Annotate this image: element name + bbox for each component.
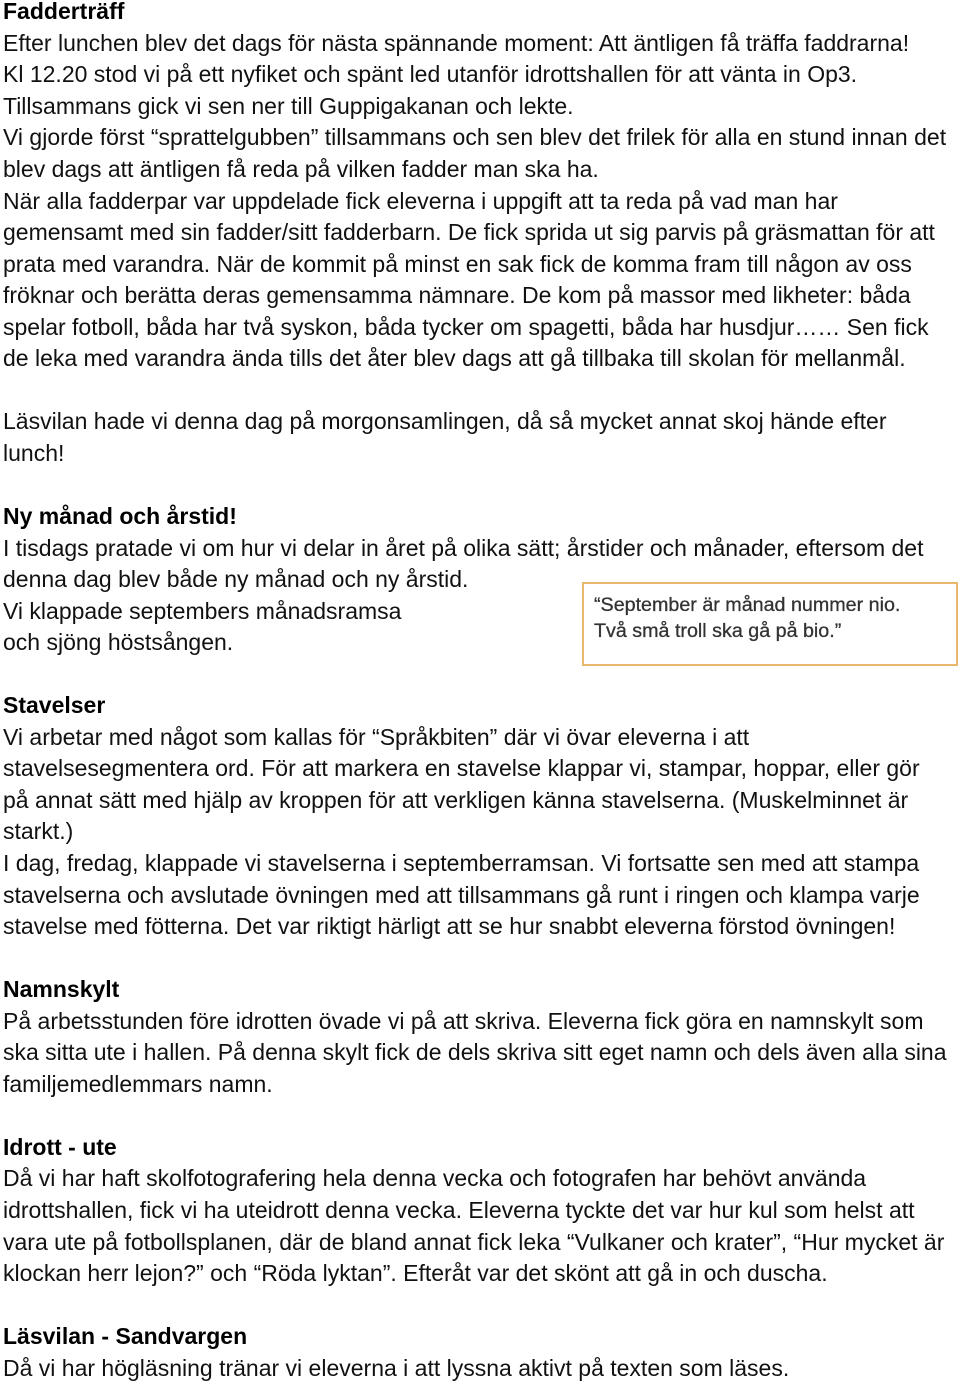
text-line: gemensamt med sin fadder/sitt fadderbarn. De fick sprida ut sig parvis på gräsmattan för att bbox=[3, 219, 935, 246]
quote-line: Två små troll ska gå på bio.” bbox=[594, 620, 842, 642]
text-line: När alla fadderpar var uppdelade fick eleverna i uppgift att ta reda på vad man har bbox=[3, 187, 838, 214]
document-body bbox=[3, 0, 960, 1384]
text-line: Då vi har högläsning tränar vi eleverna i att lyssna aktivt på texten som läses. bbox=[3, 1354, 790, 1381]
text-line: ska sitta ute i hallen. På denna skylt fick de dels skriva sitt eget namn och dels även alla sina bbox=[3, 1039, 947, 1066]
section-faddertraff bbox=[3, 0, 960, 375]
heading-namnskylt: Namnskylt bbox=[3, 976, 120, 1003]
heading-ny-manad: Ny månad och årstid! bbox=[3, 503, 237, 529]
text-line: Tillsammans gick vi sen ner till Guppigakanan och lekte. bbox=[3, 92, 574, 119]
text-line: I dag, fredag, klappade vi stavelserna i septemberramsan. Vi fortsatte sen med att stampa bbox=[3, 850, 920, 877]
section-idrott-ute bbox=[3, 1132, 960, 1290]
text-line: blev dags att äntligen få reda på vilken fadder man ska ha. bbox=[3, 155, 599, 182]
text-line: Efter lunchen blev det dags för nästa spännande moment: Att äntligen få träffa faddrarna! bbox=[3, 29, 910, 56]
text-line: vara ute på fotbollsplanen, där de bland annat fick leka “Vulkaner och krater”, “Hur mycket är bbox=[3, 1228, 945, 1255]
text-line: I tisdags pratade vi om hur vi delar in året på olika sätt; årstider och månader, eftersom det bbox=[3, 534, 924, 561]
heading-idrott-ute: Idrott - ute bbox=[3, 1133, 117, 1160]
text-line: spelar fotboll, båda har två syskon, båda tycker om spagetti, båda har husdjur…… Sen fick bbox=[3, 313, 929, 340]
text-line: stavelsesegmentera ord. För att markera en stavelse klappar vi, stampar, hoppar, eller gör bbox=[3, 755, 920, 782]
text-line: de leka med varandra ända tills det åter blev dags att gå tillbaka till skolan för mellanmål. bbox=[3, 345, 906, 372]
text-line: starkt.) bbox=[3, 818, 74, 845]
text-line: Vi arbetar med något som kallas för “Språkbiten” där vi övar eleverna i att bbox=[3, 723, 750, 750]
paragraph-spacer bbox=[3, 469, 960, 501]
section-stavelser bbox=[3, 690, 960, 942]
text-line: Vi gjorde först “sprattelgubben” tillsammans och sen blev det frilek för alla en stund innan det bbox=[3, 124, 947, 151]
text-line: På arbetsstunden före idrotten övade vi på att skriva. Eleverna fick göra en namnskylt som bbox=[3, 1007, 924, 1034]
text-line: Kl 12.20 stod vi på ett nyfiket och spänt led utanför idrottshallen för att vänta in Op3. bbox=[3, 61, 858, 88]
text-line: Läsvilan hade vi denna dag på morgonsamlingen, då så mycket annat skoj hände efter bbox=[3, 408, 887, 435]
text-line: Då vi har haft skolfotografering hela denna vecka och fotografen har behövt använda bbox=[3, 1165, 867, 1192]
text-line: och sjöng höstsången. bbox=[3, 629, 234, 656]
quote-line: “September är månad nummer nio. bbox=[594, 594, 901, 616]
text-line: familjemedlemmars namn. bbox=[3, 1070, 273, 1097]
paragraph-spacer bbox=[3, 1290, 960, 1322]
paragraph-spacer bbox=[3, 1100, 960, 1132]
text-line: stavelserna och avslutade övningen med att tillsammans gå runt i ringen och klampa varje bbox=[3, 881, 920, 908]
text-line: stavelse med fötterna. Det var riktigt härligt att se hur snabbt eleverna förstod övningen! bbox=[3, 913, 896, 940]
heading-lasvilan-sandvargen: Läsvilan - Sandvargen bbox=[3, 1323, 248, 1350]
paragraph-spacer bbox=[3, 375, 960, 407]
text-line: på annat sätt med hjälp av kroppen för att verkligen känna stavelserna. (Muskelminnet är bbox=[3, 786, 909, 813]
text-line: Vi klappade septembers månadsramsa bbox=[3, 597, 402, 624]
text-line: lunch! bbox=[3, 439, 65, 466]
text-line: denna dag blev både ny månad och ny årstid. bbox=[3, 566, 469, 593]
section-lasvilan-sandvargen bbox=[3, 1321, 960, 1384]
heading-faddertraff: Fadderträff bbox=[3, 0, 125, 25]
text-line: idrottshallen, fick vi ha uteidrott denna vecka. Eleverna tyckte det var hur kul som helst att bbox=[3, 1197, 915, 1224]
heading-stavelser: Stavelser bbox=[3, 692, 106, 719]
text-line: klockan herr lejon?” och “Röda lyktan”. Efteråt var det skönt att gå in och duscha. bbox=[3, 1260, 828, 1287]
paragraph-spacer bbox=[3, 943, 960, 975]
section-namnskylt bbox=[3, 974, 960, 1100]
text-line: prata med varandra. När de kommit på minst en sak fick de komma fram till någon av oss bbox=[3, 250, 912, 277]
section-lasvilan-note bbox=[3, 406, 960, 469]
quote-box bbox=[582, 582, 958, 666]
text-line: fröknar och berätta deras gemensamma nämnare. De kom på massor med likheter: båda bbox=[3, 282, 911, 309]
